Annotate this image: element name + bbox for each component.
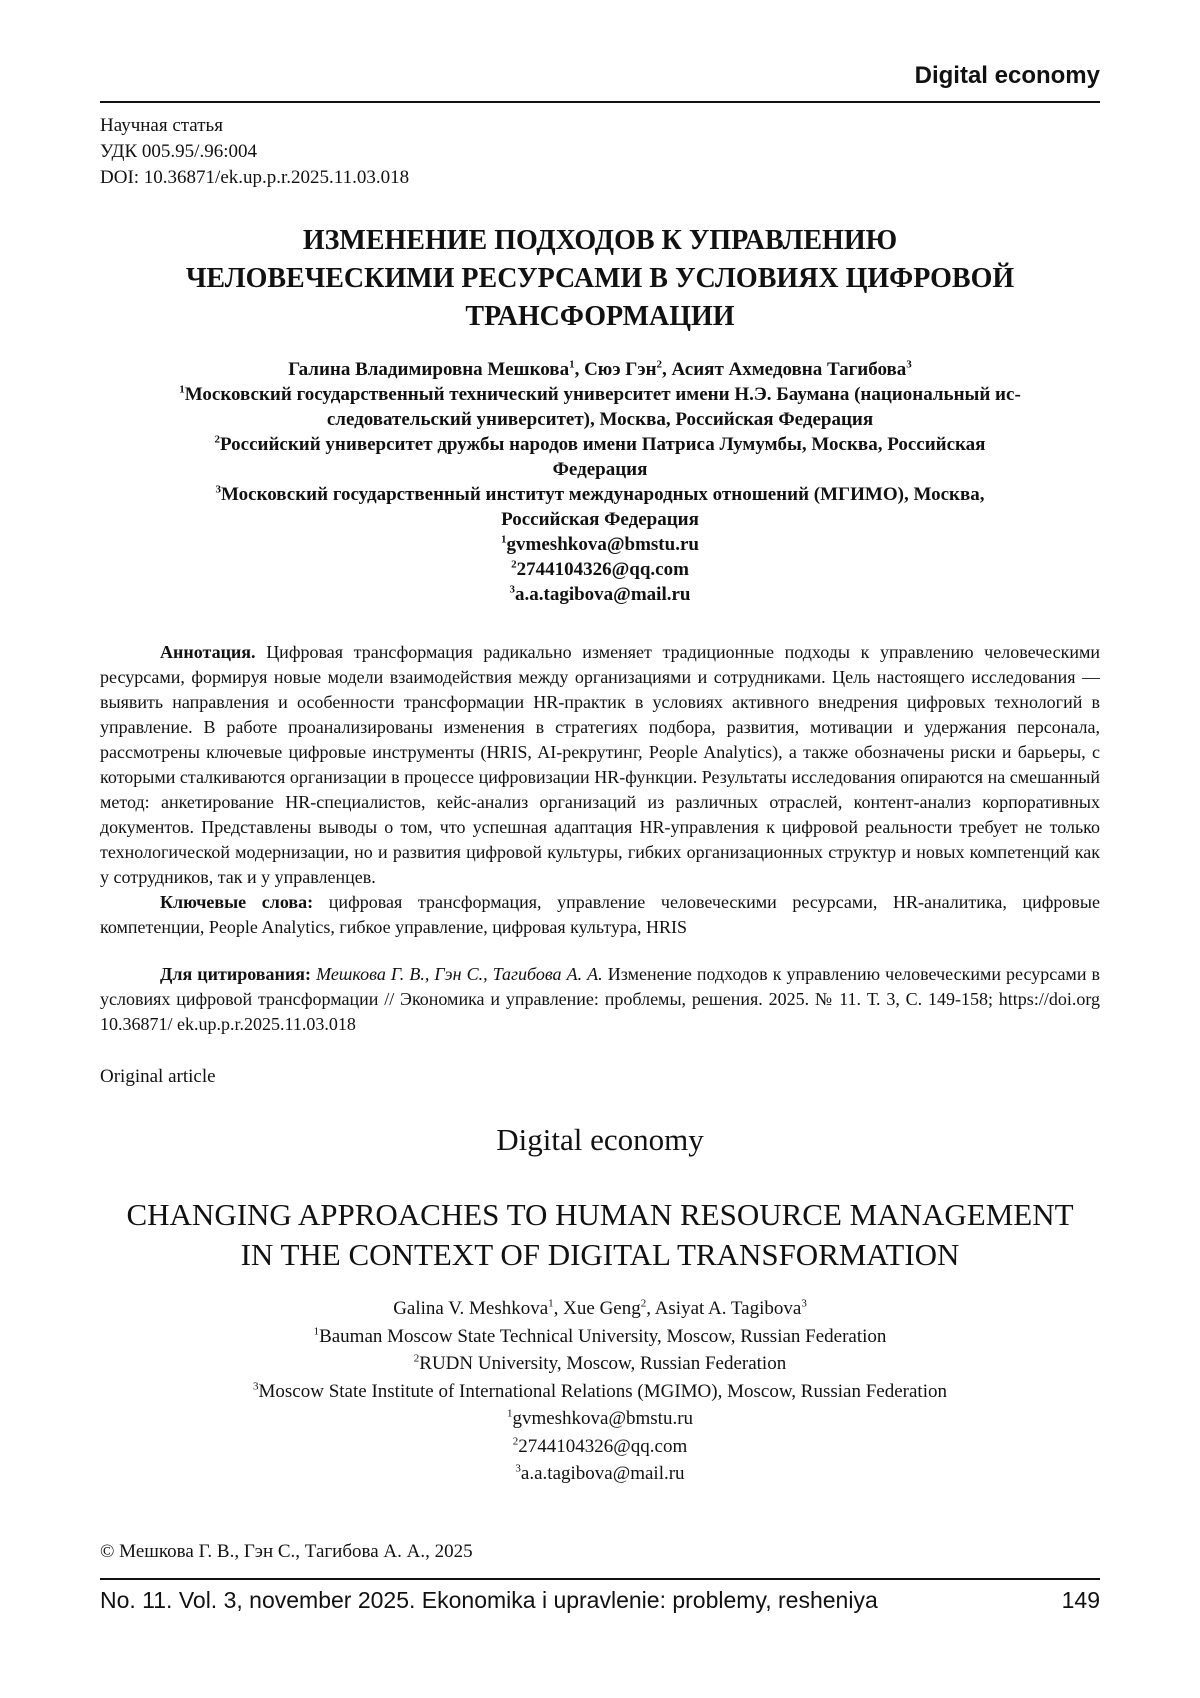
- author-sup: 3: [906, 358, 912, 371]
- running-head: Digital economy: [914, 62, 1100, 89]
- affiliation-1-line-1: $^1$Московский государственный технический университет имени Н.Э. Баумана (национальный ис-: [179, 383, 1021, 405]
- email-3-en[interactable]: $^3$a.a.tagibova@mail.ru: [515, 1462, 685, 1484]
- article-title-ru: [100, 222, 1100, 336]
- authors-ru: Галина Владимировна Мешкова$^1$, Сюэ Гэн$^2$, Асият Ахмедовна Тагибова$^3$: [288, 358, 912, 380]
- email-1-en[interactable]: $^1$gvmeshkova@bmstu.ru: [506, 1407, 694, 1429]
- copyright: © Мешкова Г. В., Гэн С., Тагибова А. А., 2025: [100, 1541, 473, 1562]
- footer-rule: [100, 1578, 1100, 1580]
- abstract-text: Цифровая трансформация радикально изменяет традиционные подходы к управлению человеческими ресурсами, формируя новые модели взаимодействия между организациями и сотрудниками. Цель настоящего исследования — выявить направления и особенности трансформации HR-практик в условиях активного внедрения цифровых технологий в управление. В работе проанализированы изменения в стратегиях подбора, развития, мотивации и удержания персонала, рассмотрены ключевые цифровые инструменты (HRIS, AI-рекрутинг, People Analytics), а также обозначены риски и барьеры, с которыми сталкиваются организации в процессе цифровизации HR-функции. Результаты исследования опираются на смешанный метод: анкетирование HR-специалистов, кейс-анализ организаций из различных отраслей, контент-анализ корпоративных документов. Представлены выводы о том, что успешная адаптация HR-управления к цифровой реальности требует не только технологической модернизации, но и развития цифровой культуры, гибких организационных структур и новых компетенций как у сотрудников, так и у управленцев.: [100, 642, 1101, 887]
- article-type-ru: Научная статья: [100, 115, 223, 136]
- abstract-block: [100, 640, 1100, 940]
- affiliation-2-en: $^2$RUDN University, Moscow, Russian Federation: [413, 1352, 787, 1374]
- keywords-label: Ключевые слова:: [160, 892, 314, 912]
- citation-block: [100, 962, 1100, 1037]
- citation-text: Изменение подходов к управлению человеческими ресурсами в условиях цифровой трансформации // Экономика и управление: проблемы, решения. 2025. № 11. Т. 3, С. 149-158; https://doi.org 10.36871/ ek.up.p.r.2025.11.03.018: [100, 964, 1101, 1034]
- citation-label: Для цитирования:: [160, 964, 311, 984]
- citation-authors: Мешкова Г. В., Гэн С., Тагибова А. А.: [316, 964, 603, 984]
- udc-code: УДК 005.95/.96:004: [100, 141, 257, 162]
- email-1[interactable]: $^1$gvmeshkova@bmstu.ru: [501, 533, 699, 555]
- author-name: Галина Владимировна Мешкова: [288, 359, 570, 380]
- author-name: Xue Geng: [563, 1298, 641, 1319]
- page-number: 149: [1061, 1587, 1100, 1613]
- doi: DOI: 10.36871/ek.up.p.r.2025.11.03.018: [100, 167, 410, 188]
- affiliation-1-en: $^1$Bauman Moscow State Technical University, Moscow, Russian Federation: [313, 1325, 887, 1347]
- abstract: [100, 640, 1100, 890]
- keywords-text: цифровая трансформация, управление человеческими ресурсами, HR-аналитика, цифровые компетенции, People Analytics, гибкое управление, цифровая культура, HRIS: [100, 892, 1100, 937]
- author-sup: 1: [548, 1297, 554, 1310]
- article-title-en: [100, 1195, 1100, 1275]
- abstract-label: Аннотация.: [160, 642, 256, 662]
- affiliation-3-en: $^3$Moscow State Institute of International Relations (MGIMO), Moscow, Russian Federation: [253, 1380, 947, 1402]
- author-sup: 3: [801, 1297, 807, 1310]
- authors-affiliations-en: [100, 1295, 1100, 1488]
- article-meta: [100, 113, 409, 191]
- title-line: CHANGING APPROACHES TO HUMAN RESOURCE MANAGEMENT: [126, 1197, 1074, 1232]
- author-sup: 1: [569, 358, 575, 371]
- title-line: IN THE CONTEXT OF DIGITAL TRANSFORMATION: [240, 1237, 960, 1272]
- author-name: Asiyat A. Tagibova: [654, 1298, 802, 1319]
- affiliation-1-line-2: следовательский университет), Москва, Российская Федерация: [326, 409, 874, 430]
- authors-en: Galina V. Meshkova$^1$, Xue Geng$^2$, Asiyat A. Tagibova$^3$: [393, 1297, 807, 1319]
- title-line: ЧЕЛОВЕЧЕСКИМИ РЕСУРСАМИ В УСЛОВИЯХ ЦИФРОВОЙ: [185, 263, 1015, 294]
- title-line: ТРАНСФОРМАЦИИ: [465, 301, 735, 332]
- article-type-en: Original article: [100, 1066, 216, 1087]
- header-rule: [100, 101, 1100, 103]
- footer-journal: No. 11. Vol. 3, november 2025. Ekonomika i upravlenie: problemy, resheniya: [100, 1587, 878, 1613]
- authors-affiliations-ru: [100, 357, 1100, 607]
- author-sup: 2: [640, 1297, 647, 1310]
- email-2-en[interactable]: $^2$2744104326@qq.com: [512, 1435, 688, 1457]
- affiliation-2-line-2: Федерация: [552, 459, 648, 480]
- author-name: Galina V. Meshkova: [393, 1298, 549, 1319]
- keywords: [100, 890, 1100, 940]
- affiliation-3-line-1: $^3$Московский государственный институт международных отношений (МГИМО), Москва,: [215, 483, 985, 505]
- email-3[interactable]: $^3$a.a.tagibova@mail.ru: [509, 583, 691, 605]
- email-2[interactable]: $^2$2744104326@qq.com: [511, 558, 689, 580]
- author-name: Асият Ахмедовна Тагибова: [671, 359, 907, 380]
- title-line: ИЗМЕНЕНИЕ ПОДХОДОВ К УПРАВЛЕНИЮ: [302, 225, 898, 256]
- affiliation-3-line-2: Российская Федерация: [501, 509, 699, 530]
- author-sup: 2: [656, 358, 663, 371]
- author-name: Сюэ Гэн: [584, 359, 657, 380]
- affiliation-2-line-1: $^2$Российский университет дружбы народов имени Патриса Лумумбы, Москва, Российская: [214, 433, 986, 455]
- section-title-en: Digital economy: [496, 1122, 704, 1157]
